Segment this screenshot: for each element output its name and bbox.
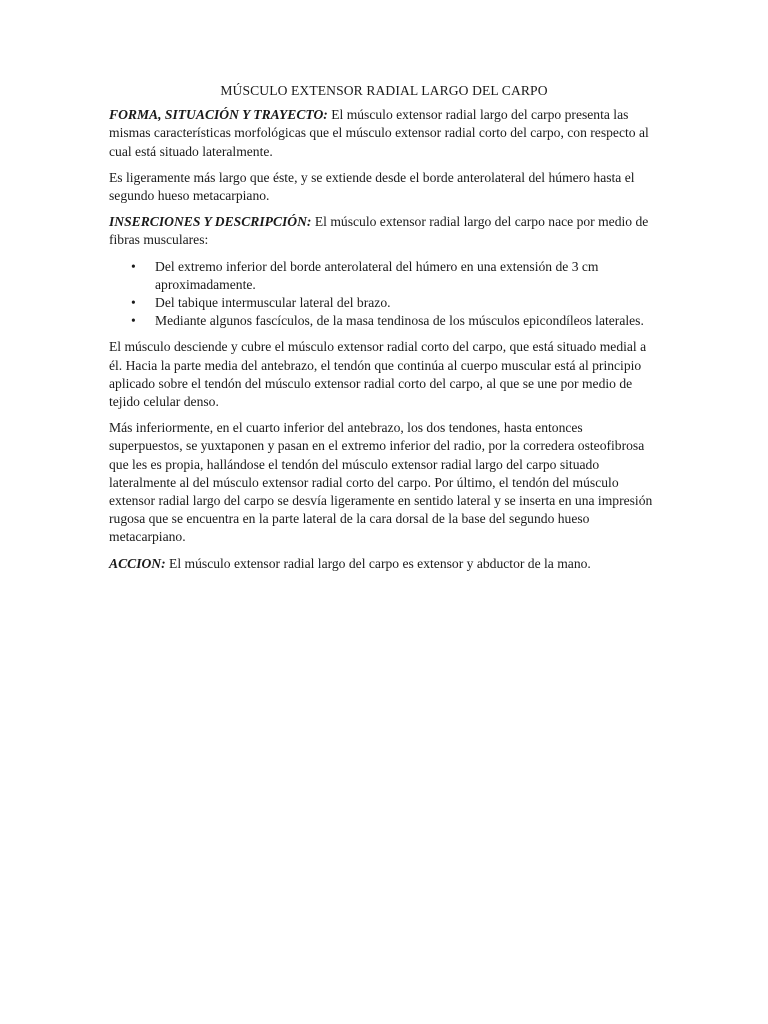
heading-forma: FORMA, SITUACIÓN Y TRAYECTO: xyxy=(109,107,328,123)
list-item xyxy=(131,294,659,312)
insertion-list xyxy=(109,258,659,331)
heading-inserciones: INSERCIONES Y DESCRIPCIÓN: xyxy=(109,214,312,230)
list-item xyxy=(131,312,659,330)
heading-accion: ACCION: xyxy=(109,555,166,571)
bullet-icon: • xyxy=(131,313,136,329)
text-inserciones: El músculo extensor radial largo del carpo nace por medio de fibras musculares: xyxy=(109,214,649,248)
paragraph-inserciones xyxy=(109,213,659,249)
list-item-text: Mediante algunos fascículos, de la masa tendinosa de los músculos epicondíleos laterales. xyxy=(155,313,644,329)
bullet-icon: • xyxy=(131,258,136,274)
bullet-icon: • xyxy=(131,295,136,311)
paragraph-forma xyxy=(109,106,659,161)
text-accion: El músculo extensor radial largo del carpo es extensor y abductor de la mano. xyxy=(165,555,591,571)
list-item xyxy=(131,258,659,294)
document-title: MÚSCULO EXTENSOR RADIAL LARGO DEL CARPO xyxy=(220,83,548,98)
paragraph-forma-2: Es ligeramente más largo que éste, y se extiende desde el borde anterolateral del húmero hasta el segundo hueso metacarpiano. xyxy=(109,169,635,204)
paragraph-description-1: El músculo desciende y cubre el músculo extensor radial corto del carpo, que está situado medial a él. Hacia la parte media del antebrazo, el tendón que continúa al cuerpo muscular está al principio aplicado sobre el tendón del músculo extensor radial corto del carpo, al que se une por medio de tejido celular denso. xyxy=(109,339,647,410)
paragraph-accion xyxy=(109,555,659,573)
list-item-text: Del extremo inferior del borde anterolateral del húmero en una extensión de 3 cm aproximadamente. xyxy=(155,258,599,292)
document-page xyxy=(109,82,659,581)
text-forma: El músculo extensor radial largo del carpo presenta las mismas características morfológicas que el músculo extensor radial corto del carpo, con respecto al cual está situado lateralmente. xyxy=(109,107,649,159)
paragraph-description-2: Más inferiormente, en el cuarto inferior del antebrazo, los dos tendones, hasta entonces superpuestos, se yuxtaponen y pasan en el extremo inferior del radio, por la corredera osteofibrosa que les es propia, hallándose el tendón del músculo extensor radial largo del carpo situado lateralmente al del músculo extensor radial corto del carpo. Por último, el tendón del músculo extensor radial largo del carpo se desvía ligeramente en sentido lateral y se inserta en una impresión rugosa que se encuentra en la parte lateral de la cara dorsal de la base del segundo hueso metacarpiano. xyxy=(109,420,653,545)
list-item-text: Del tabique intermuscular lateral del brazo. xyxy=(155,295,391,311)
